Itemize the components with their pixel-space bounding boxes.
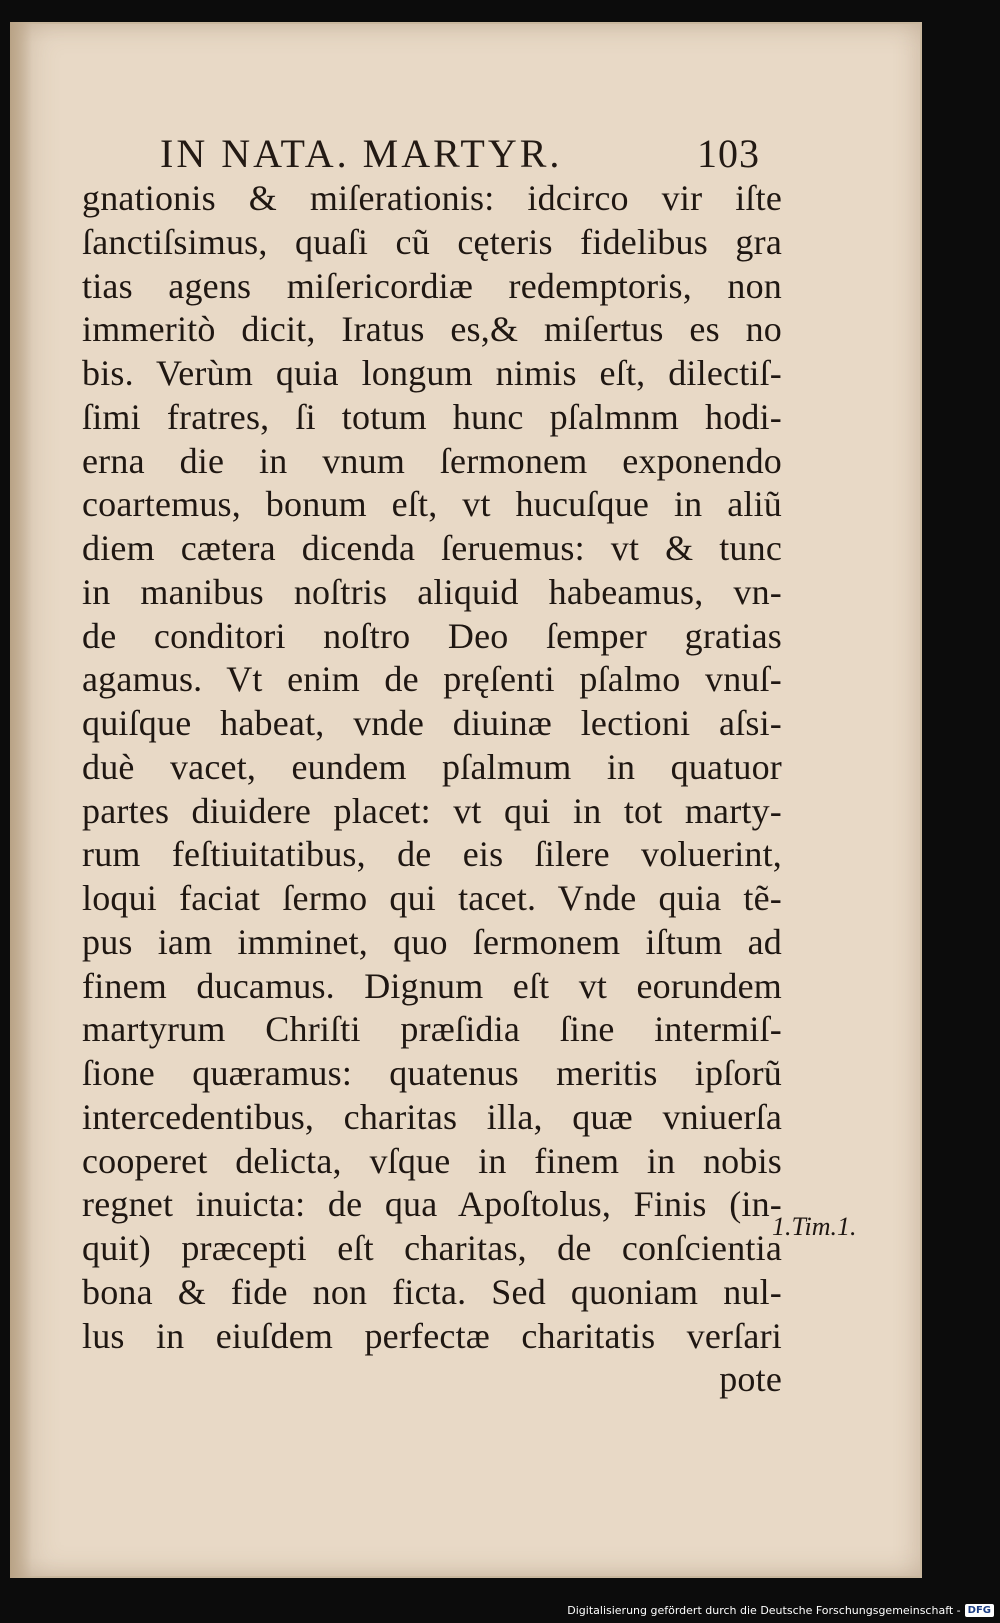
text-line: ſione quæramus: quatenus meritis ipſorũ: [82, 1053, 782, 1093]
text-line: regnet inuicta: de qua Apoſtolus, Finis (in-: [82, 1184, 782, 1225]
text-line: intercedentibus, charitas illa, quæ vniuerſa: [82, 1096, 782, 1137]
running-header: [160, 130, 760, 180]
text-line: finem ducamus. Dignum eſt vt eorundem: [82, 965, 782, 1006]
text-line: partes diuidere placet: vt qui in tot marty-: [82, 790, 782, 831]
text-line: lus in eiuſdem perfectæ charitatis verſari: [82, 1315, 782, 1356]
text-line: quiſque habeat, vnde diuinæ lectioni aſsi-: [82, 703, 782, 743]
page-number: 103: [697, 131, 760, 176]
text-line: pus iam imminet, quo ſermonem iſtum ad: [82, 921, 782, 962]
text-line: de conditori noſtro Deo ſemper gratias: [82, 615, 782, 656]
book-page: [10, 22, 922, 1578]
text-line: immeritò dicit, Iratus es,& miſertus es no: [82, 309, 782, 350]
text-line: loqui faciat ſermo qui tacet. Vnde quia tẽ-: [82, 878, 782, 918]
dfg-logo: DFG: [965, 1604, 994, 1617]
text-line: agamus. Vt enim de pręſenti pſalmo vnuſ-: [82, 659, 782, 700]
text-line: rum feſtiuitatibus, de eis ſilere voluerint,: [82, 834, 782, 875]
text-line: coartemus, bonum eſt, vt hucuſque in aliũ: [82, 484, 782, 525]
text-line: martyrum Chriſti præſidia ſine intermiſ-: [82, 1009, 782, 1050]
catchword: pote: [719, 1359, 782, 1400]
marginal-note: 1.Tim.1.: [772, 1212, 857, 1241]
text-line: quit) præcepti eſt charitas, de conſcientia: [82, 1228, 782, 1268]
text-line: in manibus noſtris aliquid habeamus, vn-: [82, 571, 782, 612]
text-line: ſanctiſsimus, quaſi cũ cęteris fidelibus gra: [82, 221, 782, 262]
text-line: diem cætera dicenda ſeruemus: vt & tunc: [82, 528, 782, 568]
text-line: bis. Verùm quia longum nimis eſt, dilectiſ-: [82, 353, 782, 393]
text-line: cooperet delicta, vſque in finem in nobis: [82, 1140, 782, 1181]
footer-credit: Digitalisierung gefördert durch die Deutsche Forschungsgemeinschaft -: [567, 1603, 961, 1617]
text-line: gnationis & miſerationis: idcirco vir iſte: [82, 178, 782, 218]
digitization-footer: [567, 1601, 994, 1619]
text-line: ſimi fratres, ſi totum hunc pſalmnm hodi-: [82, 396, 782, 437]
page-gutter-shadow: [10, 22, 32, 1578]
text-line: erna die in vnum ſermonem exponendo: [82, 440, 782, 481]
body-text: [82, 177, 782, 1402]
text-line: tias agens miſericordiæ redemptoris, non: [82, 265, 782, 306]
running-title: IN NATA. MARTYR.: [160, 131, 563, 176]
text-line: bona & fide non ficta. Sed quoniam nul-: [82, 1271, 782, 1312]
text-line: duè vacet, eundem pſalmum in quatuor: [82, 746, 782, 787]
